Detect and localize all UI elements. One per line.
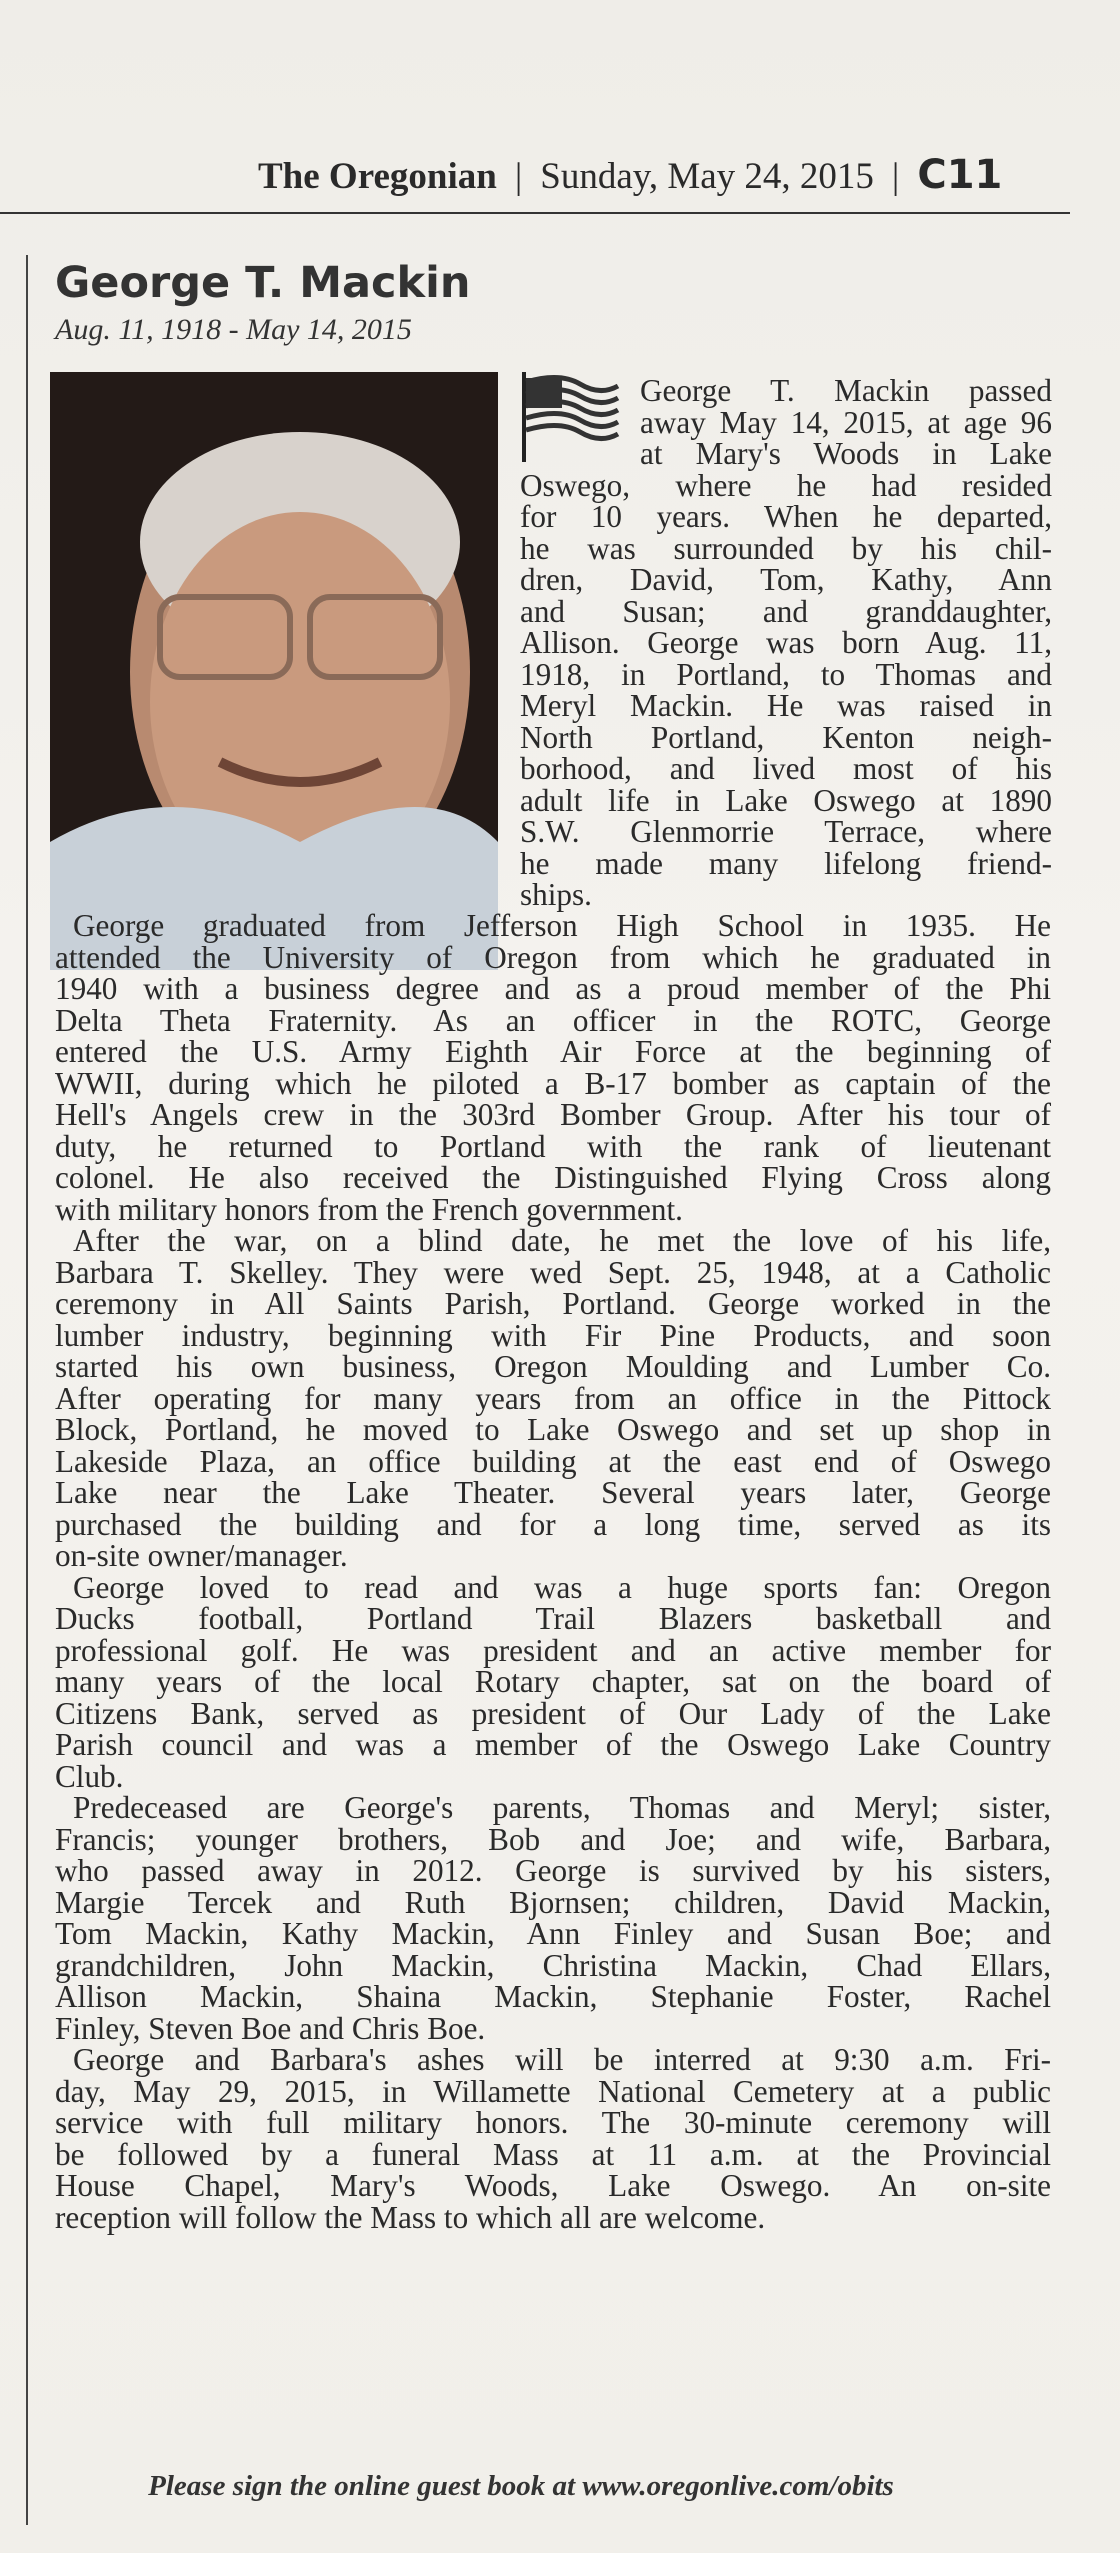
american-flag-icon (520, 372, 620, 462)
obituary-intro (520, 373, 1052, 912)
text-line: 1918, in Portland, to Thomas and (520, 656, 1052, 692)
text-line: entered the U.S. Army Eighth Air Force at the beginning of (55, 1034, 1051, 1069)
page-number: C11 (917, 152, 1003, 198)
text-line: Delta Theta Fraternity. As an officer in the ROTC, George (55, 1002, 1051, 1038)
obituary-dates: Aug. 11, 1918 - May 14, 2015 (55, 313, 412, 346)
text-line: duty, he returned to Portland with the rank of lieutenant (55, 1128, 1051, 1164)
text-line: Predeceased are George's parents, Thomas and Meryl; sister, (73, 1790, 1051, 1825)
text-line: and Susan; and granddaughter, (520, 593, 1052, 629)
text-line: started his own business, Oregon Moulding and Lumber Co. (55, 1349, 1051, 1384)
text-line: purchased the building and for a long time, served as its (55, 1506, 1051, 1542)
text-line: for 10 years. When he departed, (520, 499, 1052, 534)
text-line: attended the University of Oregon from which he graduated in (55, 939, 1051, 975)
text-line: Francis; younger brothers, Bob and Joe; and wife, Barbara, (55, 1821, 1051, 1857)
text-line: House Chapel, Mary's Woods, Lake Oswego. An on-site (55, 2168, 1051, 2203)
text-line: lumber industry, beginning with Fir Pine Products, and soon (55, 1317, 1051, 1353)
text-line: with military honors from the French government. (55, 1191, 683, 1227)
text-line: day, May 29, 2015, in Willamette National Cemetery at a public (55, 2073, 1051, 2109)
text-line: at Mary's Woods in Lake (640, 436, 1052, 471)
text-line: many years of the local Rotary chapter, sat on the board of (55, 1664, 1051, 1699)
obituary-name: George T. Mackin (55, 258, 471, 308)
text-line: professional golf. He was president and an active member for (55, 1632, 1051, 1668)
text-line: After the war, on a blind date, he met the love of his life, (73, 1223, 1051, 1258)
text-line: 1940 with a business degree and as a proud member of the Phi (55, 971, 1051, 1006)
text-line: George graduated from Jefferson High School in 1935. He (73, 908, 1051, 943)
obituary-paragraph (55, 2044, 1051, 2233)
obituary-paragraph (55, 1569, 1051, 1794)
obituary-paragraph (55, 910, 1051, 1225)
text-line: he was surrounded by his chil- (520, 530, 1052, 566)
obituary-paragraph (55, 1792, 1051, 2044)
text-line: Tom Mackin, Kathy Mackin, Ann Finley and Susan Boe; and (55, 1916, 1051, 1951)
masthead-separator-2: | (891, 156, 900, 197)
publication-date: Sunday, May 24, 2015 (540, 156, 874, 197)
text-line: George T. Mackin passed (640, 373, 1052, 408)
text-line: borhood, and lived most of his (520, 751, 1052, 786)
masthead-separator: | (514, 156, 523, 197)
portrait-image (50, 372, 498, 970)
text-line: ceremony in All Saints Parish, Portland. George worked in the (55, 1286, 1051, 1321)
text-line: Lakeside Plaza, an office building at the east end of Oswego (55, 1443, 1051, 1479)
obituary-paragraph (55, 1225, 1051, 1572)
text-line: Meryl Mackin. He was raised in (520, 688, 1052, 723)
text-line: reception will follow the Mass to which all are welcome. (55, 2199, 766, 2235)
text-line: Lake near the Lake Theater. Several years later, George (55, 1475, 1051, 1510)
guestbook-note: Please sign the online guest book at www.oregonlive.com/obits (148, 2470, 894, 2502)
text-line: adult life in Lake Oswego at 1890 (520, 782, 1052, 818)
text-line: George and Barbara's ashes will be interred at 9:30 a.m. Fri- (73, 2042, 1051, 2077)
text-line: Club. (55, 1758, 124, 1794)
portrait-photo (50, 372, 498, 970)
text-line: Ducks football, Portland Trail Blazers basketball and (55, 1601, 1051, 1636)
text-line: away May 14, 2015, at age 96 (640, 404, 1052, 440)
text-line: he made many lifelong friend- (520, 845, 1052, 881)
text-line: North Portland, Kenton neigh- (520, 719, 1052, 755)
text-line: be followed by a funeral Mass at 11 a.m. at the Provincial (55, 2136, 1051, 2172)
text-line: Hell's Angels crew in the 303rd Bomber Group. After his tour of (55, 1097, 1051, 1132)
newspaper-name: The Oregonian (258, 156, 497, 197)
text-line: Block, Portland, he moved to Lake Oswego and set up shop in (55, 1412, 1051, 1447)
text-line: on-site owner/manager. (55, 1538, 348, 1573)
text-line: Citizens Bank, served as president of Our Lady of the Lake (55, 1695, 1051, 1731)
text-line: service with full military honors. The 30-minute ceremony will (55, 2105, 1051, 2140)
text-line: Parish council and was a member of the Oswego Lake Country (55, 1727, 1051, 1762)
text-line: dren, David, Tom, Kathy, Ann (520, 562, 1052, 597)
obituary-body (55, 910, 1051, 2233)
text-line: After operating for many years from an office in the Pittock (55, 1380, 1051, 1416)
text-line: S.W. Glenmorrie Terrace, where (520, 814, 1052, 849)
text-line: colonel. He also received the Distinguished Flying Cross along (55, 1160, 1051, 1195)
text-line: Oswego, where he had resided (520, 467, 1052, 503)
text-line: Finley, Steven Boe and Chris Boe. (55, 2010, 486, 2046)
text-line: ships. (520, 877, 592, 912)
header-rule (0, 212, 1070, 214)
text-line: WWII, during which he piloted a B-17 bomber as captain of the (55, 1065, 1051, 1101)
text-line: Barbara T. Skelley. They were wed Sept. 25, 1948, at a Catholic (55, 1254, 1051, 1290)
text-line: Allison. George was born Aug. 11, (520, 625, 1052, 660)
masthead (258, 152, 1058, 198)
text-line: grandchildren, John Mackin, Christina Mackin, Chad Ellars, (55, 1947, 1051, 1983)
text-line: who passed away in 2012. George is survived by his sisters, (55, 1853, 1051, 1888)
text-line: George loved to read and was a huge sports fan: Oregon (73, 1569, 1051, 1605)
text-line: Margie Tercek and Ruth Bjornsen; children, David Mackin, (55, 1884, 1051, 1920)
text-line: Allison Mackin, Shaina Mackin, Stephanie Foster, Rachel (55, 1979, 1051, 2014)
